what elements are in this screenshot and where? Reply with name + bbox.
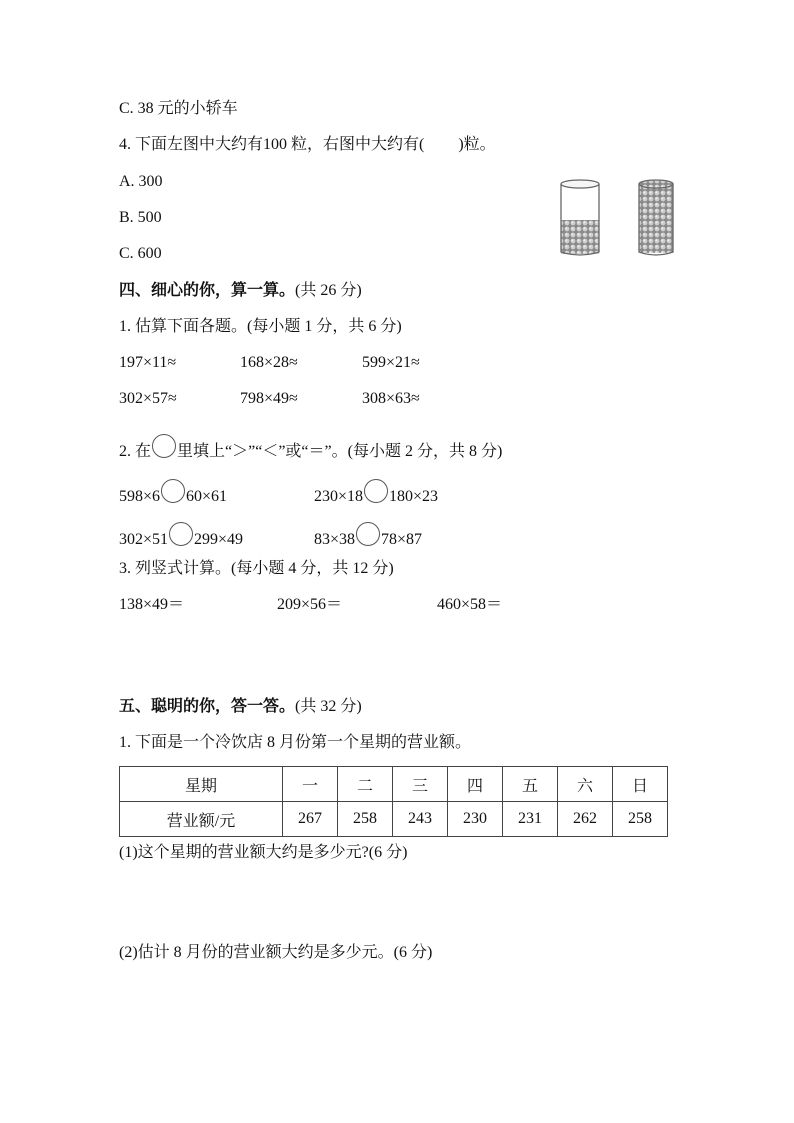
s5-sub2: (2)估计 8 月份的营业额大约是多少元。(6 分) bbox=[119, 944, 433, 961]
estimate-item: 599×21≈ bbox=[362, 354, 420, 371]
s4-p2-title bbox=[119, 434, 502, 462]
vertical-calc-item: 209×56＝ bbox=[277, 596, 343, 613]
compare-blank-circle[interactable] bbox=[161, 479, 185, 503]
section4-heading bbox=[119, 281, 362, 301]
compare-item bbox=[119, 479, 227, 507]
table-header-day: 四 bbox=[448, 767, 503, 802]
table-row-label: 营业额/元 bbox=[120, 802, 283, 837]
table-cell-value: 258 bbox=[338, 802, 393, 837]
vertical-calc-item: 138×49＝ bbox=[119, 596, 185, 613]
table-header-day: 日 bbox=[613, 767, 668, 802]
table-header-day: 六 bbox=[558, 767, 613, 802]
estimate-item: 197×11≈ bbox=[119, 354, 177, 371]
compare-right: 60×61 bbox=[186, 488, 228, 505]
compare-item bbox=[314, 479, 438, 507]
compare-right: 78×87 bbox=[381, 531, 423, 548]
table-cell-value: 262 bbox=[558, 802, 613, 837]
compare-right: 299×49 bbox=[194, 531, 244, 548]
s4-p3-title: 3. 列竖式计算。(每小题 4 分，共 12 分) bbox=[119, 560, 394, 577]
q4-question-after: )粒。 bbox=[458, 136, 496, 153]
right-jar-image bbox=[636, 178, 676, 258]
compare-left: 598×6 bbox=[119, 488, 161, 505]
q4-question-before: 4. 下面左图中大约有100 粒，右图中大约有( bbox=[119, 136, 425, 153]
estimate-item: 168×28≈ bbox=[240, 354, 298, 371]
compare-item bbox=[314, 522, 422, 550]
section4-score: (共 26 分) bbox=[295, 282, 362, 299]
table-row bbox=[120, 767, 668, 802]
compare-blank-circle[interactable] bbox=[364, 479, 388, 503]
table-header-label: 星期 bbox=[120, 767, 283, 802]
section5-title: 五、聪明的你，答一答。 bbox=[119, 698, 296, 715]
q3-option-c: C. 38 元的小轿车 bbox=[119, 100, 238, 117]
table-cell-value: 231 bbox=[503, 802, 558, 837]
section5-heading bbox=[119, 697, 362, 717]
estimate-item: 302×57≈ bbox=[119, 390, 177, 407]
table-header-day: 一 bbox=[283, 767, 338, 802]
left-jar-image bbox=[558, 178, 602, 258]
s5-sub1: (1)这个星期的营业额大约是多少元?(6 分) bbox=[119, 844, 408, 861]
section5-score: (共 32 分) bbox=[295, 698, 362, 715]
compare-right: 180×23 bbox=[389, 488, 439, 505]
table-cell-value: 258 bbox=[613, 802, 668, 837]
q4-option-a: A. 300 bbox=[119, 173, 163, 190]
table-cell-value: 267 bbox=[283, 802, 338, 837]
section4-title: 四、细心的你，算一算。 bbox=[119, 282, 296, 299]
compare-blank-circle[interactable] bbox=[169, 522, 193, 546]
compare-blank-circle[interactable] bbox=[356, 522, 380, 546]
q4-option-b: B. 500 bbox=[119, 209, 162, 226]
compare-circle-icon bbox=[152, 434, 176, 458]
vertical-calc-item: 460×58＝ bbox=[437, 596, 503, 613]
q4-option-c: C. 600 bbox=[119, 245, 162, 262]
compare-left: 230×18 bbox=[314, 488, 364, 505]
table-header-day: 三 bbox=[393, 767, 448, 802]
sales-table bbox=[119, 766, 668, 837]
compare-item bbox=[119, 522, 243, 550]
compare-left: 83×38 bbox=[314, 531, 356, 548]
table-header-day: 二 bbox=[338, 767, 393, 802]
s4-p2-title-after: 里填上“＞”“＜”或“＝”。(每小题 2 分，共 8 分) bbox=[177, 443, 503, 460]
table-header-day: 五 bbox=[503, 767, 558, 802]
s4-p1-title: 1. 估算下面各题。(每小题 1 分，共 6 分) bbox=[119, 318, 402, 335]
estimate-item: 308×63≈ bbox=[362, 390, 420, 407]
table-cell-value: 230 bbox=[448, 802, 503, 837]
q4-question bbox=[119, 135, 496, 155]
estimate-item: 798×49≈ bbox=[240, 390, 298, 407]
compare-left: 302×51 bbox=[119, 531, 169, 548]
table-cell-value: 243 bbox=[393, 802, 448, 837]
s5-p1-title: 1. 下面是一个冷饮店 8 月份第一个星期的营业额。 bbox=[119, 734, 472, 751]
s4-p2-title-before: 2. 在 bbox=[119, 443, 152, 460]
table-row bbox=[120, 802, 668, 837]
